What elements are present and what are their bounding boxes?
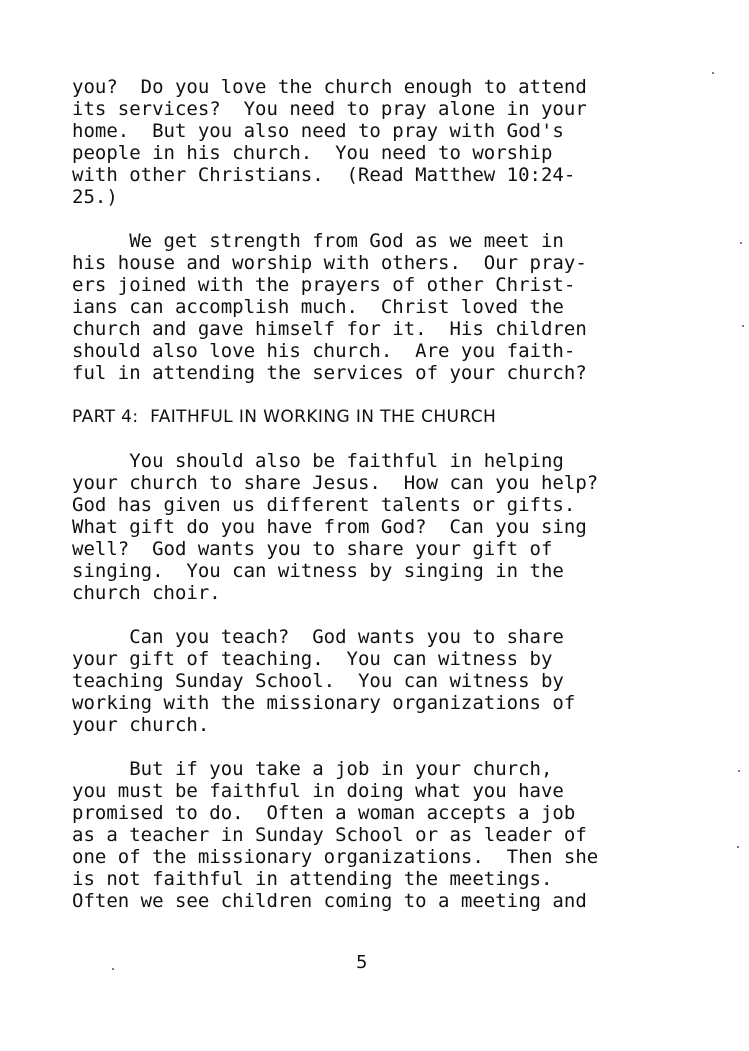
scan-speck	[740, 242, 742, 244]
text-line: should also love his church. Are you faith-	[72, 340, 576, 362]
text-line: is not faithful in attending the meetings.	[72, 868, 553, 890]
paragraph-2	[72, 230, 682, 384]
text-line: singing. You can witness by singing in the	[72, 560, 564, 582]
text-line: But if you take a job in your church,	[72, 758, 553, 780]
text-line: your church.	[72, 714, 210, 736]
page-number: 5	[356, 952, 368, 973]
text-line: its services? You need to pray alone in your	[72, 98, 587, 120]
text-line: as a teacher in Sunday School or as leader of	[72, 824, 587, 846]
text-line: well? God wants you to share your gift of	[72, 538, 553, 560]
paragraph-4	[72, 626, 682, 736]
scan-speck	[737, 846, 739, 848]
text-line: your gift of teaching. You can witness by	[72, 648, 553, 670]
text-line: ful in attending the services of your church?	[72, 362, 587, 384]
text-line: Can you teach? God wants you to share	[72, 626, 564, 648]
paragraph-1	[72, 76, 682, 208]
text-line: with other Christians. (Read Matthew 10:24-	[72, 164, 576, 186]
text-line: home. But you also need to pray with God's	[72, 120, 564, 142]
text-line: his house and worship with others. Our pray-	[72, 252, 587, 274]
body-text	[72, 76, 682, 934]
text-line: We get strength from God as we meet in	[72, 230, 564, 252]
text-line: you must be faithful in doing what you have	[72, 780, 564, 802]
text-line: church and gave himself for it. His children	[72, 318, 587, 340]
scan-speck	[738, 770, 740, 772]
text-line: What gift do you have from God? Can you sing	[72, 516, 587, 538]
text-line: 25.)	[72, 186, 118, 208]
paragraph-3	[72, 450, 682, 604]
scan-speck	[742, 325, 744, 327]
text-line: promised to do. Often a woman accepts a job	[72, 802, 576, 824]
text-line: You should also be faithful in helping	[72, 450, 564, 472]
text-line: your church to share Jesus. How can you help?	[72, 472, 599, 494]
scan-speck	[112, 968, 114, 970]
text-line: you? Do you love the church enough to attend	[72, 76, 587, 98]
text-line: God has given us different talents or gifts.	[72, 494, 576, 516]
text-line: ers joined with the prayers of other Christ-	[72, 274, 576, 296]
text-line: Often we see children coming to a meeting and	[72, 890, 587, 912]
text-line: teaching Sunday School. You can witness by	[72, 670, 564, 692]
text-line: church choir.	[72, 582, 221, 604]
text-line: people in his church. You need to worship	[72, 142, 553, 164]
text-line: working with the missionary organizations of	[72, 692, 576, 714]
scan-speck	[712, 72, 714, 74]
text-line: one of the missionary organizations. Then she	[72, 846, 599, 868]
text-line: ians can accomplish much. Christ loved the	[72, 296, 564, 318]
paragraph-5	[72, 758, 682, 912]
section-heading: PART 4: FAITHFUL IN WORKING IN THE CHURCH	[72, 407, 497, 427]
